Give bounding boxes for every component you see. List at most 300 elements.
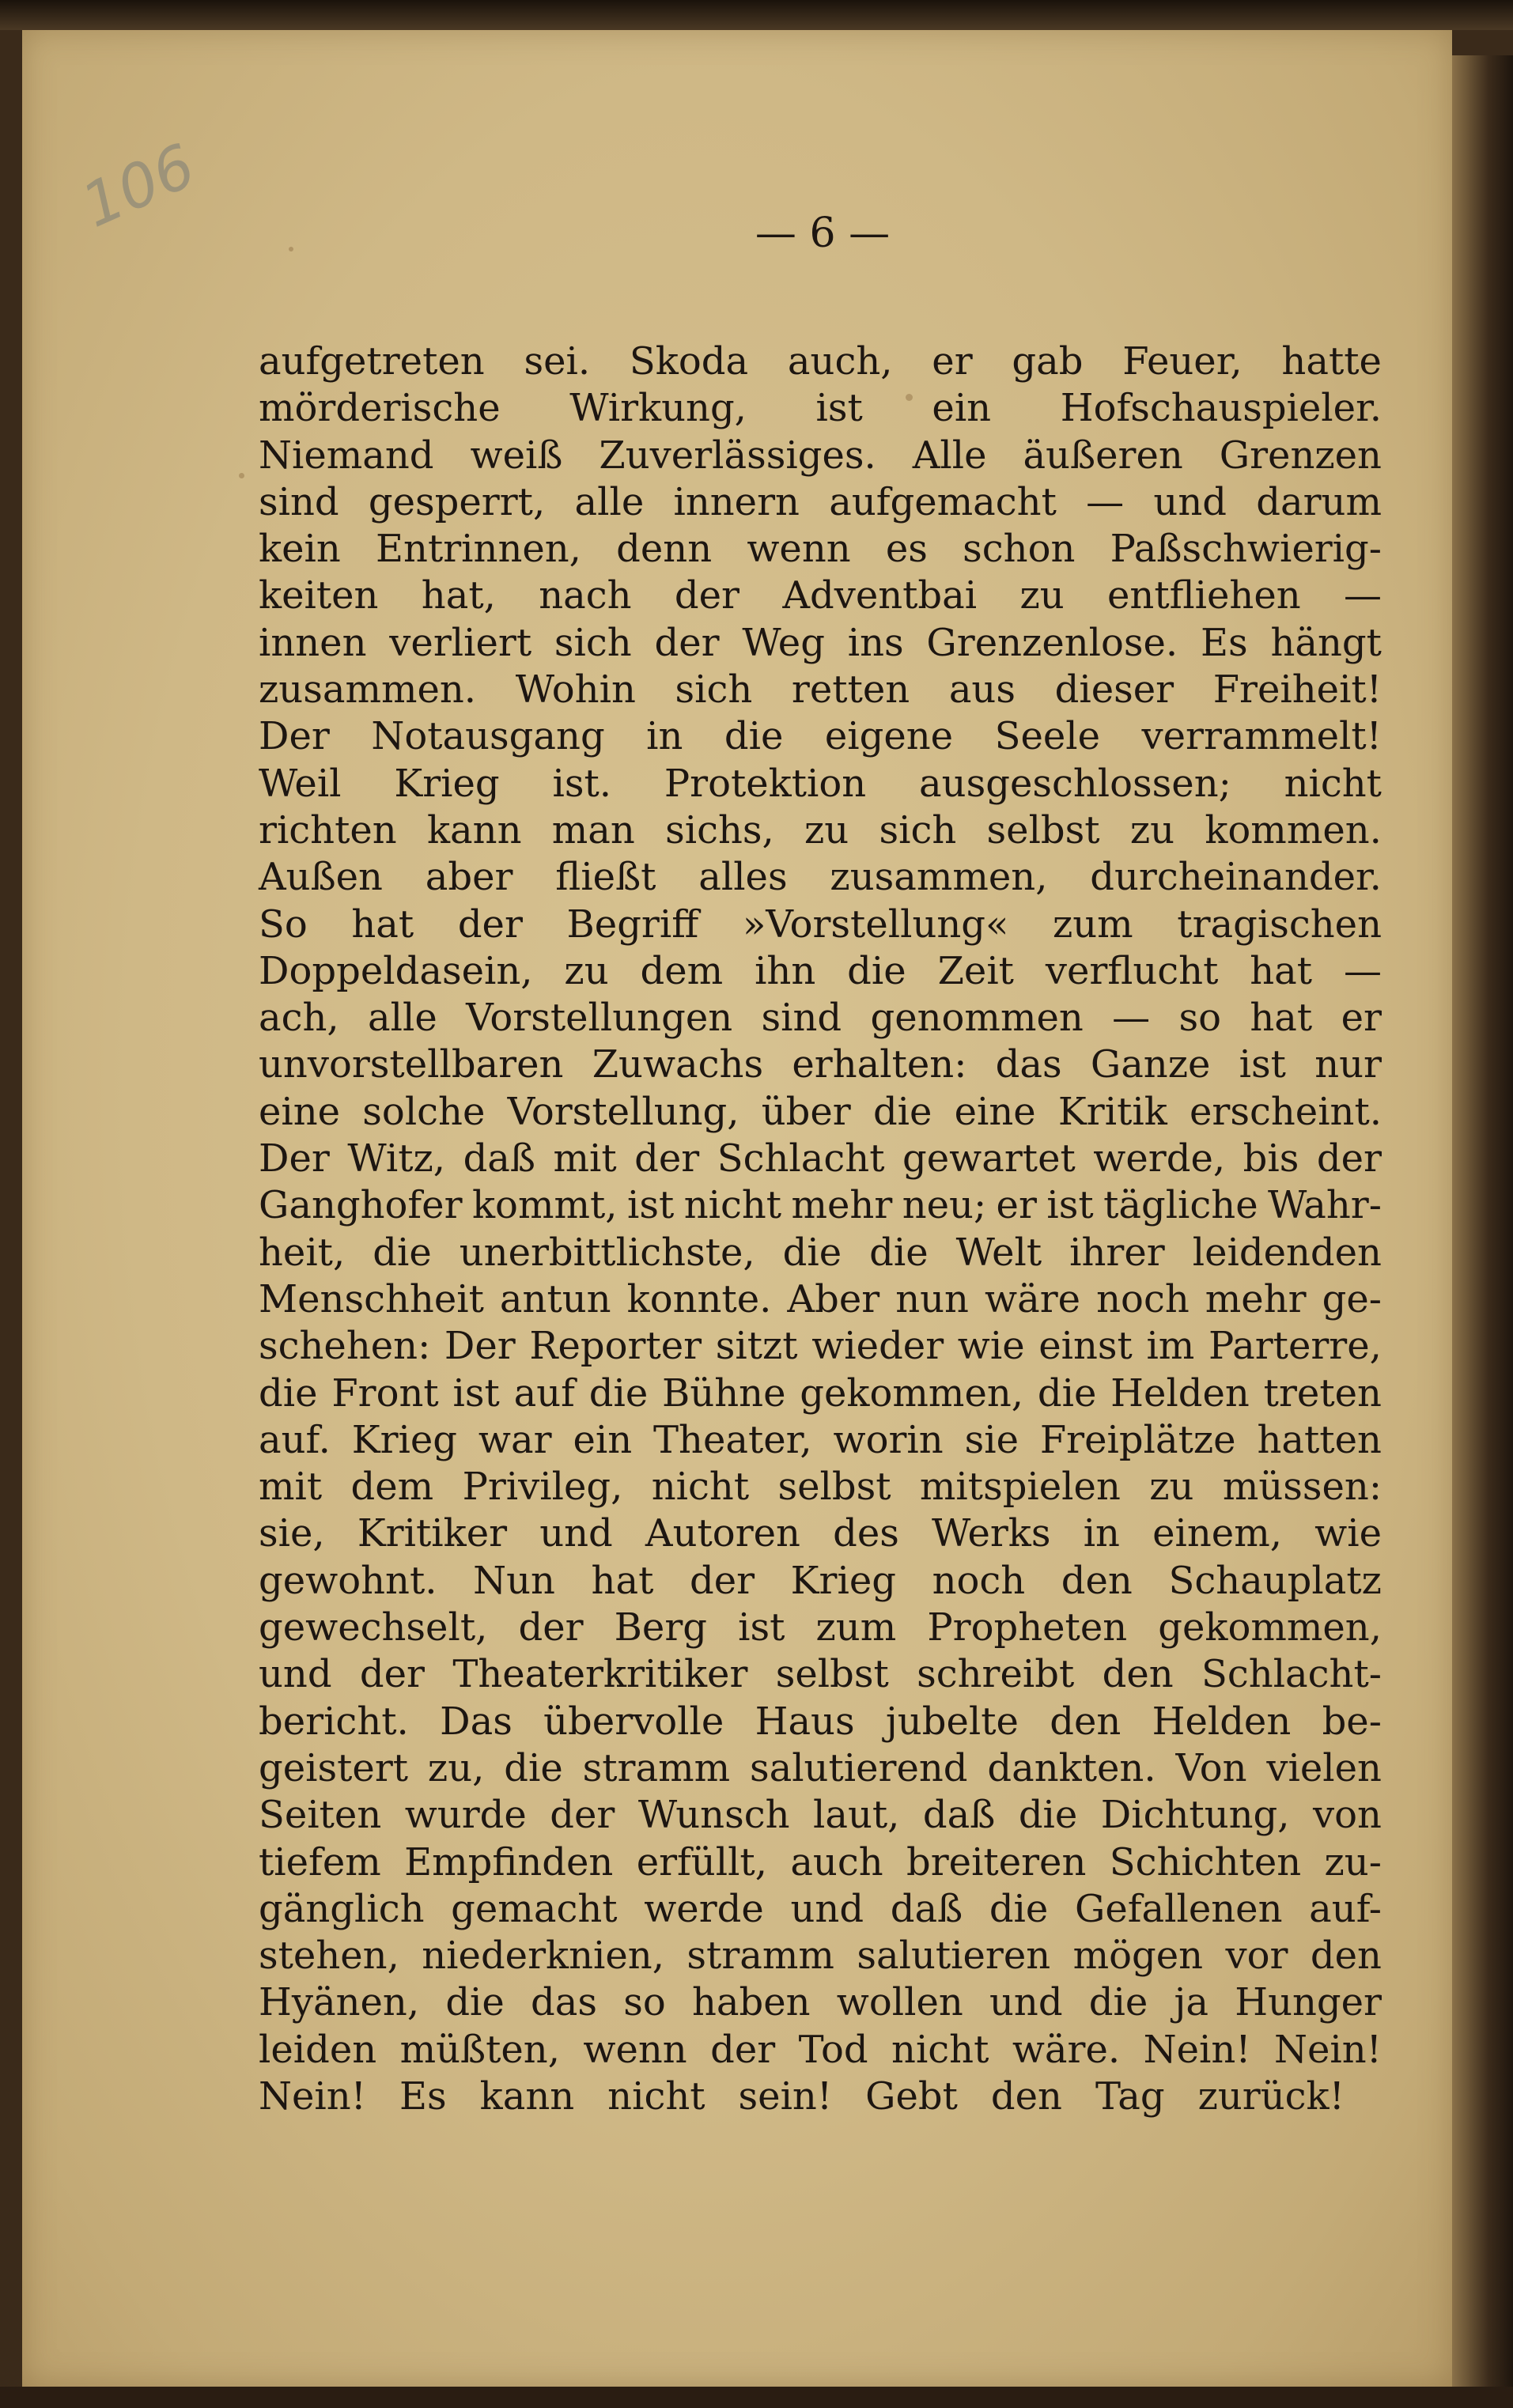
word: Zuwachs — [592, 1042, 764, 1087]
word: verliert — [389, 620, 532, 665]
word: nur — [1314, 1042, 1382, 1087]
word: auf — [513, 1370, 575, 1416]
word: die — [504, 1745, 563, 1790]
word: tiefem — [259, 1839, 381, 1884]
word: müßten, — [399, 2027, 560, 2072]
word: sichs, — [665, 807, 774, 852]
word: Hyänen, — [259, 1980, 420, 2025]
word: eine — [954, 1089, 1036, 1134]
text-line — [259, 1182, 1382, 1229]
word: Skoda — [629, 339, 749, 384]
word: — — [1112, 996, 1151, 1041]
word: mit — [553, 1136, 617, 1181]
word: Reporter — [529, 1324, 702, 1369]
word: hatte — [1281, 339, 1382, 384]
word: die — [869, 1230, 929, 1275]
paper-speck — [289, 247, 293, 251]
word: nicht — [651, 1465, 750, 1510]
word: gekommen, — [800, 1370, 1024, 1416]
word: fließt — [555, 855, 656, 900]
word: selbst — [986, 807, 1100, 852]
word: so — [1178, 996, 1222, 1041]
word: Ganghofer — [259, 1183, 463, 1228]
word: aufgetreten — [259, 339, 485, 384]
text-line — [259, 902, 1382, 948]
word: Seiten — [259, 1793, 382, 1838]
word: Freiheit! — [1212, 667, 1382, 713]
word: Tod — [798, 2027, 868, 2072]
word: noch — [1096, 1276, 1190, 1321]
word: ihrer — [1069, 1230, 1165, 1275]
word: zu — [1149, 1465, 1194, 1510]
text-line — [259, 1792, 1382, 1839]
word: dem — [640, 948, 724, 993]
word: solche — [362, 1089, 486, 1134]
word: haben — [691, 1980, 811, 2025]
word: gab — [1012, 339, 1084, 384]
word: hat — [1250, 948, 1313, 993]
word: verrammelt! — [1141, 714, 1382, 759]
word: ausgeschlossen; — [919, 761, 1231, 806]
word: so — [623, 1980, 666, 2025]
word: Privileg, — [462, 1465, 623, 1510]
word: mehr — [791, 1183, 893, 1228]
word: bis — [1243, 1136, 1299, 1181]
word: ist — [626, 1183, 675, 1228]
word: leidenden — [1192, 1230, 1382, 1275]
word: nicht — [891, 2027, 989, 2072]
word: treten — [1263, 1370, 1382, 1416]
word: den — [1102, 1652, 1174, 1697]
word: den — [990, 2073, 1062, 2119]
word: Schauplatz — [1168, 1558, 1382, 1603]
word: dem — [350, 1465, 434, 1510]
scan-top-edge — [0, 0, 1513, 30]
word: ist — [452, 1370, 500, 1416]
word: noch — [932, 1558, 1026, 1603]
word: Der — [444, 1324, 516, 1369]
text-line — [259, 2073, 1382, 2120]
word: konnte. — [626, 1276, 772, 1321]
word: sich — [675, 667, 753, 713]
word: breiteren — [906, 1839, 1087, 1884]
word: zum — [1052, 902, 1133, 947]
word: salutierend — [749, 1745, 968, 1790]
word: wäre — [985, 1276, 1081, 1321]
word: wie — [1314, 1511, 1382, 1556]
word: auch — [790, 1839, 883, 1884]
word: ein — [573, 1417, 633, 1462]
word: Dichtung, — [1100, 1793, 1290, 1838]
word: wurde — [404, 1793, 527, 1838]
word: zu — [804, 807, 849, 852]
word: sein! — [738, 2073, 833, 2119]
word: ist — [815, 386, 863, 431]
word: mehr — [1205, 1276, 1307, 1321]
word: jubelte — [885, 1699, 1019, 1744]
word: übervolle — [543, 1699, 724, 1744]
word: Seele — [994, 714, 1101, 759]
word: Kritiker — [357, 1511, 508, 1556]
word: der — [518, 1605, 584, 1650]
word: unvorstellbaren — [259, 1042, 564, 1087]
word: sind — [259, 479, 339, 524]
text-line — [259, 1276, 1382, 1323]
word: der — [1316, 1136, 1382, 1181]
word: Witz, — [347, 1136, 446, 1181]
word: das — [531, 1980, 597, 2025]
word: bericht. — [259, 1699, 409, 1744]
word: Es — [399, 2073, 447, 2119]
text-line — [259, 948, 1382, 995]
text-line — [259, 1651, 1382, 1698]
word: durcheinander. — [1090, 855, 1382, 900]
word: auf. — [259, 1417, 331, 1462]
word: gewechselt, — [259, 1605, 488, 1650]
word: darum — [1256, 479, 1382, 524]
text-line — [259, 573, 1382, 619]
word: Nein! — [259, 2073, 366, 2119]
text-line — [259, 433, 1382, 479]
word: nicht — [1284, 761, 1382, 806]
word: Entrinnen, — [375, 527, 581, 572]
text-line — [259, 1839, 1382, 1886]
word: hat — [591, 1558, 654, 1603]
word: gekommen, — [1158, 1605, 1382, 1650]
word: gänglich — [259, 1886, 425, 1931]
word: er — [1341, 996, 1382, 1041]
word: kann — [426, 807, 522, 852]
text-line — [259, 1933, 1382, 1979]
word: schon — [963, 527, 1076, 572]
word: Krieg — [790, 1558, 896, 1603]
word: dankten. — [987, 1745, 1156, 1790]
word: vielen — [1266, 1745, 1382, 1790]
word: alles — [698, 855, 788, 900]
word: hat — [351, 902, 414, 947]
text-line — [259, 1699, 1382, 1745]
word: werde, — [1093, 1136, 1226, 1181]
word: Wirkung, — [569, 386, 747, 431]
word: Krieg — [394, 761, 500, 806]
word: zu, — [427, 1745, 485, 1790]
word: die — [782, 1230, 842, 1275]
word: zu — [1129, 807, 1175, 852]
word: alle — [368, 996, 437, 1041]
word: Helden — [1152, 1699, 1292, 1744]
word: Schlacht- — [1201, 1652, 1382, 1697]
word: — — [1343, 573, 1382, 618]
word: sitzt — [715, 1324, 798, 1369]
word: laut, — [813, 1793, 900, 1838]
word: ist — [1046, 1183, 1094, 1228]
word: geistert — [259, 1745, 409, 1790]
text-line — [259, 1558, 1382, 1605]
word: ein — [932, 386, 992, 431]
text-line — [259, 1136, 1382, 1182]
word: müssen: — [1222, 1465, 1382, 1510]
word: richten — [259, 807, 397, 852]
word: sie, — [259, 1511, 325, 1556]
word: der — [674, 573, 739, 618]
word: zum — [815, 1605, 897, 1650]
word: Grenzen — [1219, 433, 1382, 478]
word: leiden — [259, 2027, 377, 2072]
word: vor — [1225, 1934, 1288, 1979]
word: Gefallenen — [1075, 1886, 1283, 1931]
word: und — [539, 1511, 613, 1556]
word: Doppeldasein, — [259, 948, 533, 993]
word: den — [1050, 1699, 1122, 1744]
word: Weil — [259, 761, 342, 806]
word: den — [1061, 1558, 1133, 1603]
word: daß — [890, 1886, 963, 1931]
text-line — [259, 338, 1382, 385]
word: niederknien, — [422, 1934, 664, 1979]
word: und — [1153, 479, 1227, 524]
word: den — [1310, 1934, 1382, 1979]
word: die — [1088, 1980, 1148, 2025]
word: eine — [259, 1089, 341, 1134]
word: in — [646, 714, 683, 759]
word: Tag — [1095, 2073, 1165, 2119]
word: hat, — [421, 573, 496, 618]
word: der — [710, 2027, 776, 2072]
word: tägliche — [1103, 1183, 1258, 1228]
word: werde — [644, 1886, 764, 1931]
word: in — [1083, 1511, 1120, 1556]
word: daß — [463, 1136, 535, 1181]
word: Wahr- — [1268, 1183, 1382, 1228]
text-line — [259, 620, 1382, 667]
word: Vorstellungen — [466, 996, 733, 1041]
word: ins — [847, 620, 904, 665]
word: Front — [331, 1370, 439, 1416]
word: mit — [259, 1465, 323, 1510]
word: weiß — [470, 433, 563, 478]
word: ge- — [1322, 1276, 1382, 1321]
word: äußeren — [1023, 433, 1183, 478]
word: sei. — [524, 339, 591, 384]
word: Weg — [742, 620, 825, 665]
text-line — [259, 1230, 1382, 1276]
word: ihn — [755, 948, 816, 993]
word: einst — [1038, 1324, 1133, 1369]
word: retten — [791, 667, 910, 713]
word: Niemand — [259, 433, 434, 478]
text-line — [259, 807, 1382, 854]
word: daß — [922, 1793, 996, 1838]
word: und — [989, 1980, 1063, 2025]
word: Der — [259, 1136, 330, 1181]
text-line — [259, 854, 1382, 901]
word: kein — [259, 527, 341, 572]
word: die — [872, 1089, 932, 1134]
word: wie — [957, 1324, 1025, 1369]
text-line — [259, 667, 1382, 713]
word: der — [550, 1793, 615, 1838]
word: Propheten — [927, 1605, 1128, 1650]
word: Nein! — [1143, 2027, 1251, 2072]
paper-speck — [239, 473, 244, 478]
word: Schlacht — [717, 1136, 885, 1181]
word: verflucht — [1045, 948, 1219, 993]
word: erscheint. — [1190, 1089, 1382, 1134]
word: der — [654, 620, 720, 665]
word: auch, — [787, 339, 893, 384]
text-line — [259, 1323, 1382, 1370]
word: zusammen, — [830, 855, 1048, 900]
word: ach, — [259, 996, 339, 1041]
word: neu; — [902, 1183, 987, 1228]
word: Notausgang — [371, 714, 605, 759]
word: er — [996, 1183, 1037, 1228]
word: Menschheit — [259, 1276, 484, 1321]
word: sich — [554, 620, 632, 665]
body-text — [259, 338, 1382, 2120]
word: Ganze — [1090, 1042, 1211, 1087]
word: Der — [259, 714, 330, 759]
word: mörderische — [259, 386, 501, 431]
word: hatten — [1257, 1417, 1382, 1462]
text-line — [259, 1370, 1382, 1417]
word: Das — [440, 1699, 513, 1744]
word: und — [259, 1652, 332, 1697]
word: erfüllt, — [636, 1839, 767, 1884]
word: die — [989, 1886, 1049, 1931]
word: aus — [948, 667, 1016, 713]
text-line — [259, 526, 1382, 573]
word: Begriff — [566, 902, 699, 947]
word: die — [373, 1230, 432, 1275]
text-line — [259, 479, 1382, 526]
word: denn — [616, 527, 713, 572]
word: Hofschauspieler. — [1060, 386, 1382, 431]
word: Wohin — [515, 667, 636, 713]
word: Adventbai — [782, 573, 978, 618]
word: Krieg — [351, 1417, 458, 1462]
word: Kritik — [1057, 1089, 1167, 1134]
word: worin — [833, 1417, 944, 1462]
word: mitspielen — [919, 1465, 1121, 1510]
word: Wunsch — [637, 1793, 790, 1838]
word: Helden — [1110, 1370, 1250, 1416]
word: Haus — [755, 1699, 855, 1744]
word: Es — [1200, 620, 1248, 665]
word: Nun — [473, 1558, 555, 1603]
word: nicht — [607, 2073, 705, 2119]
word: und — [790, 1886, 864, 1931]
word: aufgemacht — [829, 479, 1057, 524]
word: erhalten: — [792, 1042, 967, 1087]
text-line — [259, 995, 1382, 1041]
word: Autoren — [645, 1511, 800, 1556]
word: Werks — [932, 1511, 1051, 1556]
word: heit, — [259, 1230, 346, 1275]
word: ist. — [552, 761, 612, 806]
word: schreibt — [917, 1652, 1075, 1697]
word: Theaterkritiker — [452, 1652, 748, 1697]
word: be- — [1322, 1699, 1382, 1744]
word: Bühne — [662, 1370, 786, 1416]
word: gesperrt, — [368, 479, 546, 524]
text-line — [259, 1979, 1382, 2026]
word: kommt, — [471, 1183, 618, 1228]
word: ist — [1239, 1042, 1286, 1087]
text-line — [259, 2027, 1382, 2073]
text-line — [259, 1041, 1382, 1088]
word: die — [847, 948, 906, 993]
word: wieder — [811, 1324, 944, 1369]
scan-bottom-edge — [0, 2387, 1513, 2408]
word: kommen. — [1205, 807, 1382, 852]
word: Alle — [912, 433, 987, 478]
word: Nein! — [1273, 2027, 1382, 2072]
word: innen — [259, 620, 367, 665]
word: Welt — [955, 1230, 1042, 1275]
word: Vorstellung, — [507, 1089, 739, 1134]
word: der — [689, 1558, 755, 1603]
word: die — [445, 1980, 505, 2025]
word: antun — [499, 1276, 611, 1321]
word: der — [634, 1136, 700, 1181]
word: Grenzenlose. — [926, 620, 1178, 665]
word: Zuverlässiges. — [599, 433, 876, 478]
word: zu- — [1324, 1839, 1382, 1884]
word: nun — [895, 1276, 969, 1321]
text-line — [259, 1417, 1382, 1464]
word: alle — [574, 479, 645, 524]
text-line — [259, 1089, 1382, 1136]
text-line — [259, 1510, 1382, 1557]
word: stramm — [687, 1934, 834, 1979]
word: wenn — [747, 527, 851, 572]
word: gemacht — [451, 1886, 618, 1931]
word: sich — [879, 807, 957, 852]
word: wollen — [836, 1980, 963, 2025]
word: auf- — [1309, 1886, 1382, 1931]
word: aber — [425, 855, 513, 900]
word: Berg — [614, 1605, 708, 1650]
word: Protektion — [664, 761, 867, 806]
word: er — [932, 339, 973, 384]
word: sind — [761, 996, 842, 1041]
word: zu — [564, 948, 609, 993]
word: nicht — [683, 1183, 782, 1228]
word: Theater, — [653, 1417, 812, 1462]
page-number: — 6 — — [755, 210, 891, 257]
word: innern — [673, 479, 800, 524]
word: selbst — [775, 1652, 889, 1697]
word: Von — [1175, 1745, 1247, 1790]
word: die — [1018, 1793, 1078, 1838]
word: gewohnt. — [259, 1558, 437, 1603]
word: gewartet — [902, 1136, 1076, 1181]
word: die — [259, 1370, 318, 1416]
word: Aber — [787, 1276, 880, 1321]
word: sie — [964, 1417, 1019, 1462]
word: die — [1037, 1370, 1097, 1416]
word: Feuer, — [1122, 339, 1243, 384]
word: man — [551, 807, 635, 852]
word: zurück! — [1197, 2073, 1345, 2119]
text-line — [259, 385, 1382, 432]
word: der — [359, 1652, 425, 1697]
word: hat — [1250, 996, 1313, 1041]
word: es — [885, 527, 928, 572]
word: wäre. — [1012, 2027, 1121, 2072]
word: wenn — [583, 2027, 687, 2072]
